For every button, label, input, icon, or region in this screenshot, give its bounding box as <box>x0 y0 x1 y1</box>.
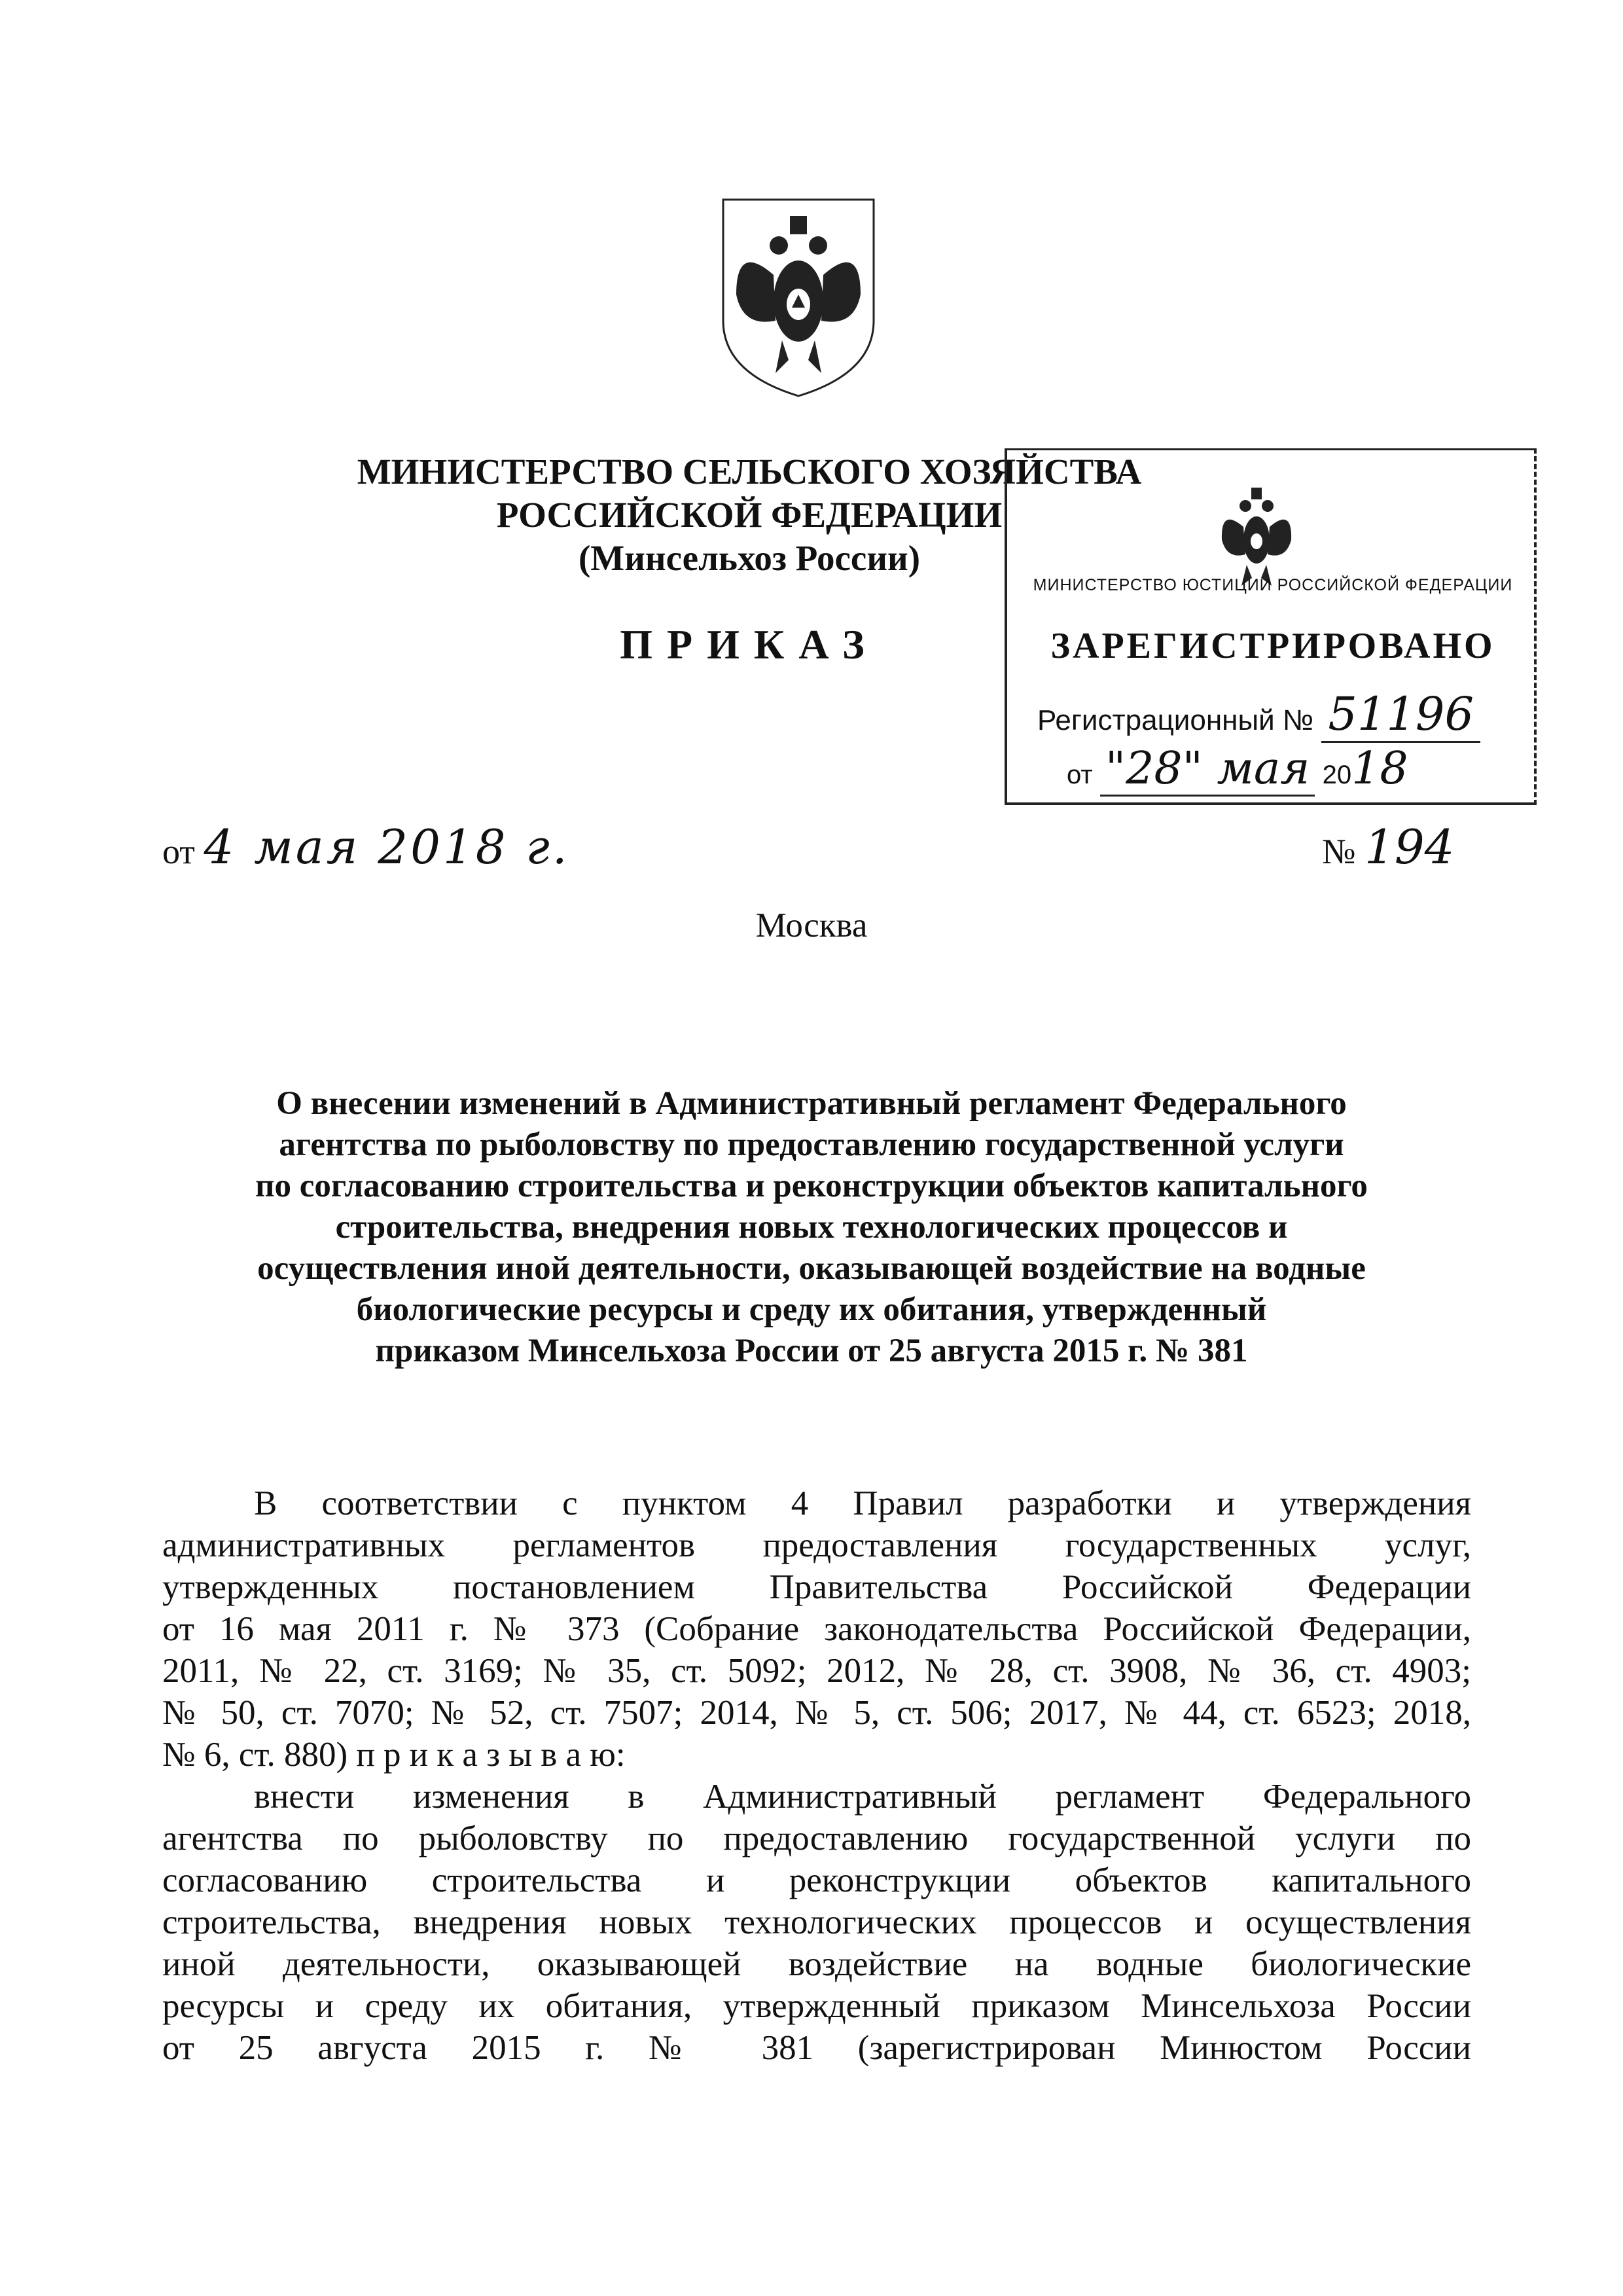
ministry-name-line1: МИНИСТЕРСТВО СЕЛЬСКОГО ХОЗЯЙСТВА <box>357 452 1142 492</box>
title-line: О внесении изменений в Административный регламент Федерального <box>276 1085 1347 1122</box>
body-line: строительства, внедрения новых технологических процессов и осуществления <box>162 1903 1471 1941</box>
body-paragraph-2 <box>162 1776 1471 2069</box>
stamp-ministry-name: МИНИСТЕРСТВО ЮСТИЦИИ РОССИЙСКОЙ ФЕДЕРАЦИИ <box>1033 576 1513 594</box>
body-line: № 50, ст. 7070; № 52, ст. 7507; 2014, № 5, ст. 506; 2017, № 44, ст. 6523; 2018, <box>162 1694 1471 1732</box>
stamp-date-handwritten: "28" мая <box>1100 743 1315 797</box>
body-line: В соответствии с пунктом 4 Правил разработки и утверждения <box>254 1484 1471 1522</box>
title-line: осуществления иной деятельности, оказывающей воздействие на водные <box>257 1250 1366 1287</box>
document-title <box>144 1083 1479 1372</box>
body-line: внести изменения в Административный регламент Федерального <box>254 1778 1471 1816</box>
stamp-emblem-icon <box>1214 481 1299 589</box>
title-line: приказом Минсельхоза России от 25 августа 2015 г. № 381 <box>375 1333 1248 1369</box>
body-line: агентства по рыболовству по предоставлению государственной услуги по <box>162 1820 1471 1857</box>
body-line: от 25 августа 2015 г. № 381 (зарегистрирован Минюстом России <box>162 2029 1471 2067</box>
stamp-date-prefix: от <box>1067 761 1093 789</box>
body-line: ресурсы и среду их обитания, утвержденный приказом Минсельхоза России <box>162 1987 1471 2025</box>
order-date-handwritten: 4 мая 2018 г. <box>204 819 570 874</box>
stamp-year-prefix: 20 <box>1322 761 1352 789</box>
title-line: по согласованию строительства и реконструкции объектов капитального <box>255 1168 1368 1204</box>
body-paragraph-1 <box>162 1482 1471 1776</box>
stamp-reg-label: Регистрационный № <box>1037 704 1314 736</box>
stamp-reg-number-handwritten: 51196 <box>1321 687 1480 743</box>
coat-of-arms-emblem <box>717 196 880 399</box>
title-line: строительства, внедрения новых технологических процессов и <box>335 1209 1288 1246</box>
stamp-registration-number <box>1037 687 1480 741</box>
city: Москва <box>755 906 868 944</box>
order-date <box>162 819 570 874</box>
order-number-handwritten: 194 <box>1364 819 1455 874</box>
body-line: согласованию строительства и реконструкции объектов капитального <box>162 1861 1471 1899</box>
ministry-name-line2: РОССИЙСКОЙ ФЕДЕРАЦИИ <box>496 495 1003 535</box>
order-number-prefix: № <box>1322 832 1356 871</box>
body-line: № 6, ст. 880) п р и к а з ы в а ю: <box>162 1736 626 1774</box>
stamp-registration-date <box>1067 743 1408 795</box>
body-line: 2011, № 22, ст. 3169; № 35, ст. 5092; 2012, № 28, ст. 3908, № 36, ст. 4903; <box>162 1652 1471 1690</box>
ministry-short-name: (Минсельхоз России) <box>578 538 921 578</box>
body-line: административных регламентов предоставления государственных услуг, <box>162 1526 1471 1564</box>
order-number <box>1322 819 1454 874</box>
title-line: агентства по рыболовству по предоставлению государственной услуги <box>279 1126 1344 1163</box>
stamp-year-handwritten: 18 <box>1351 743 1408 795</box>
order-date-prefix: от <box>162 832 195 871</box>
document-type: ПРИКАЗ <box>620 621 879 668</box>
body-line: иной деятельности, оказывающей воздействие на водные биологические <box>162 1945 1471 1983</box>
body-line: от 16 мая 2011 г. № 373 (Собрание законодательства Российской Федерации, <box>162 1610 1471 1648</box>
body-line: утвержденных постановлением Правительства Российской Федерации <box>162 1568 1471 1606</box>
title-line: биологические ресурсы и среду их обитания, утвержденный <box>356 1291 1267 1328</box>
stamp-status: ЗАРЕГИСТРИРОВАНО <box>1050 626 1495 666</box>
